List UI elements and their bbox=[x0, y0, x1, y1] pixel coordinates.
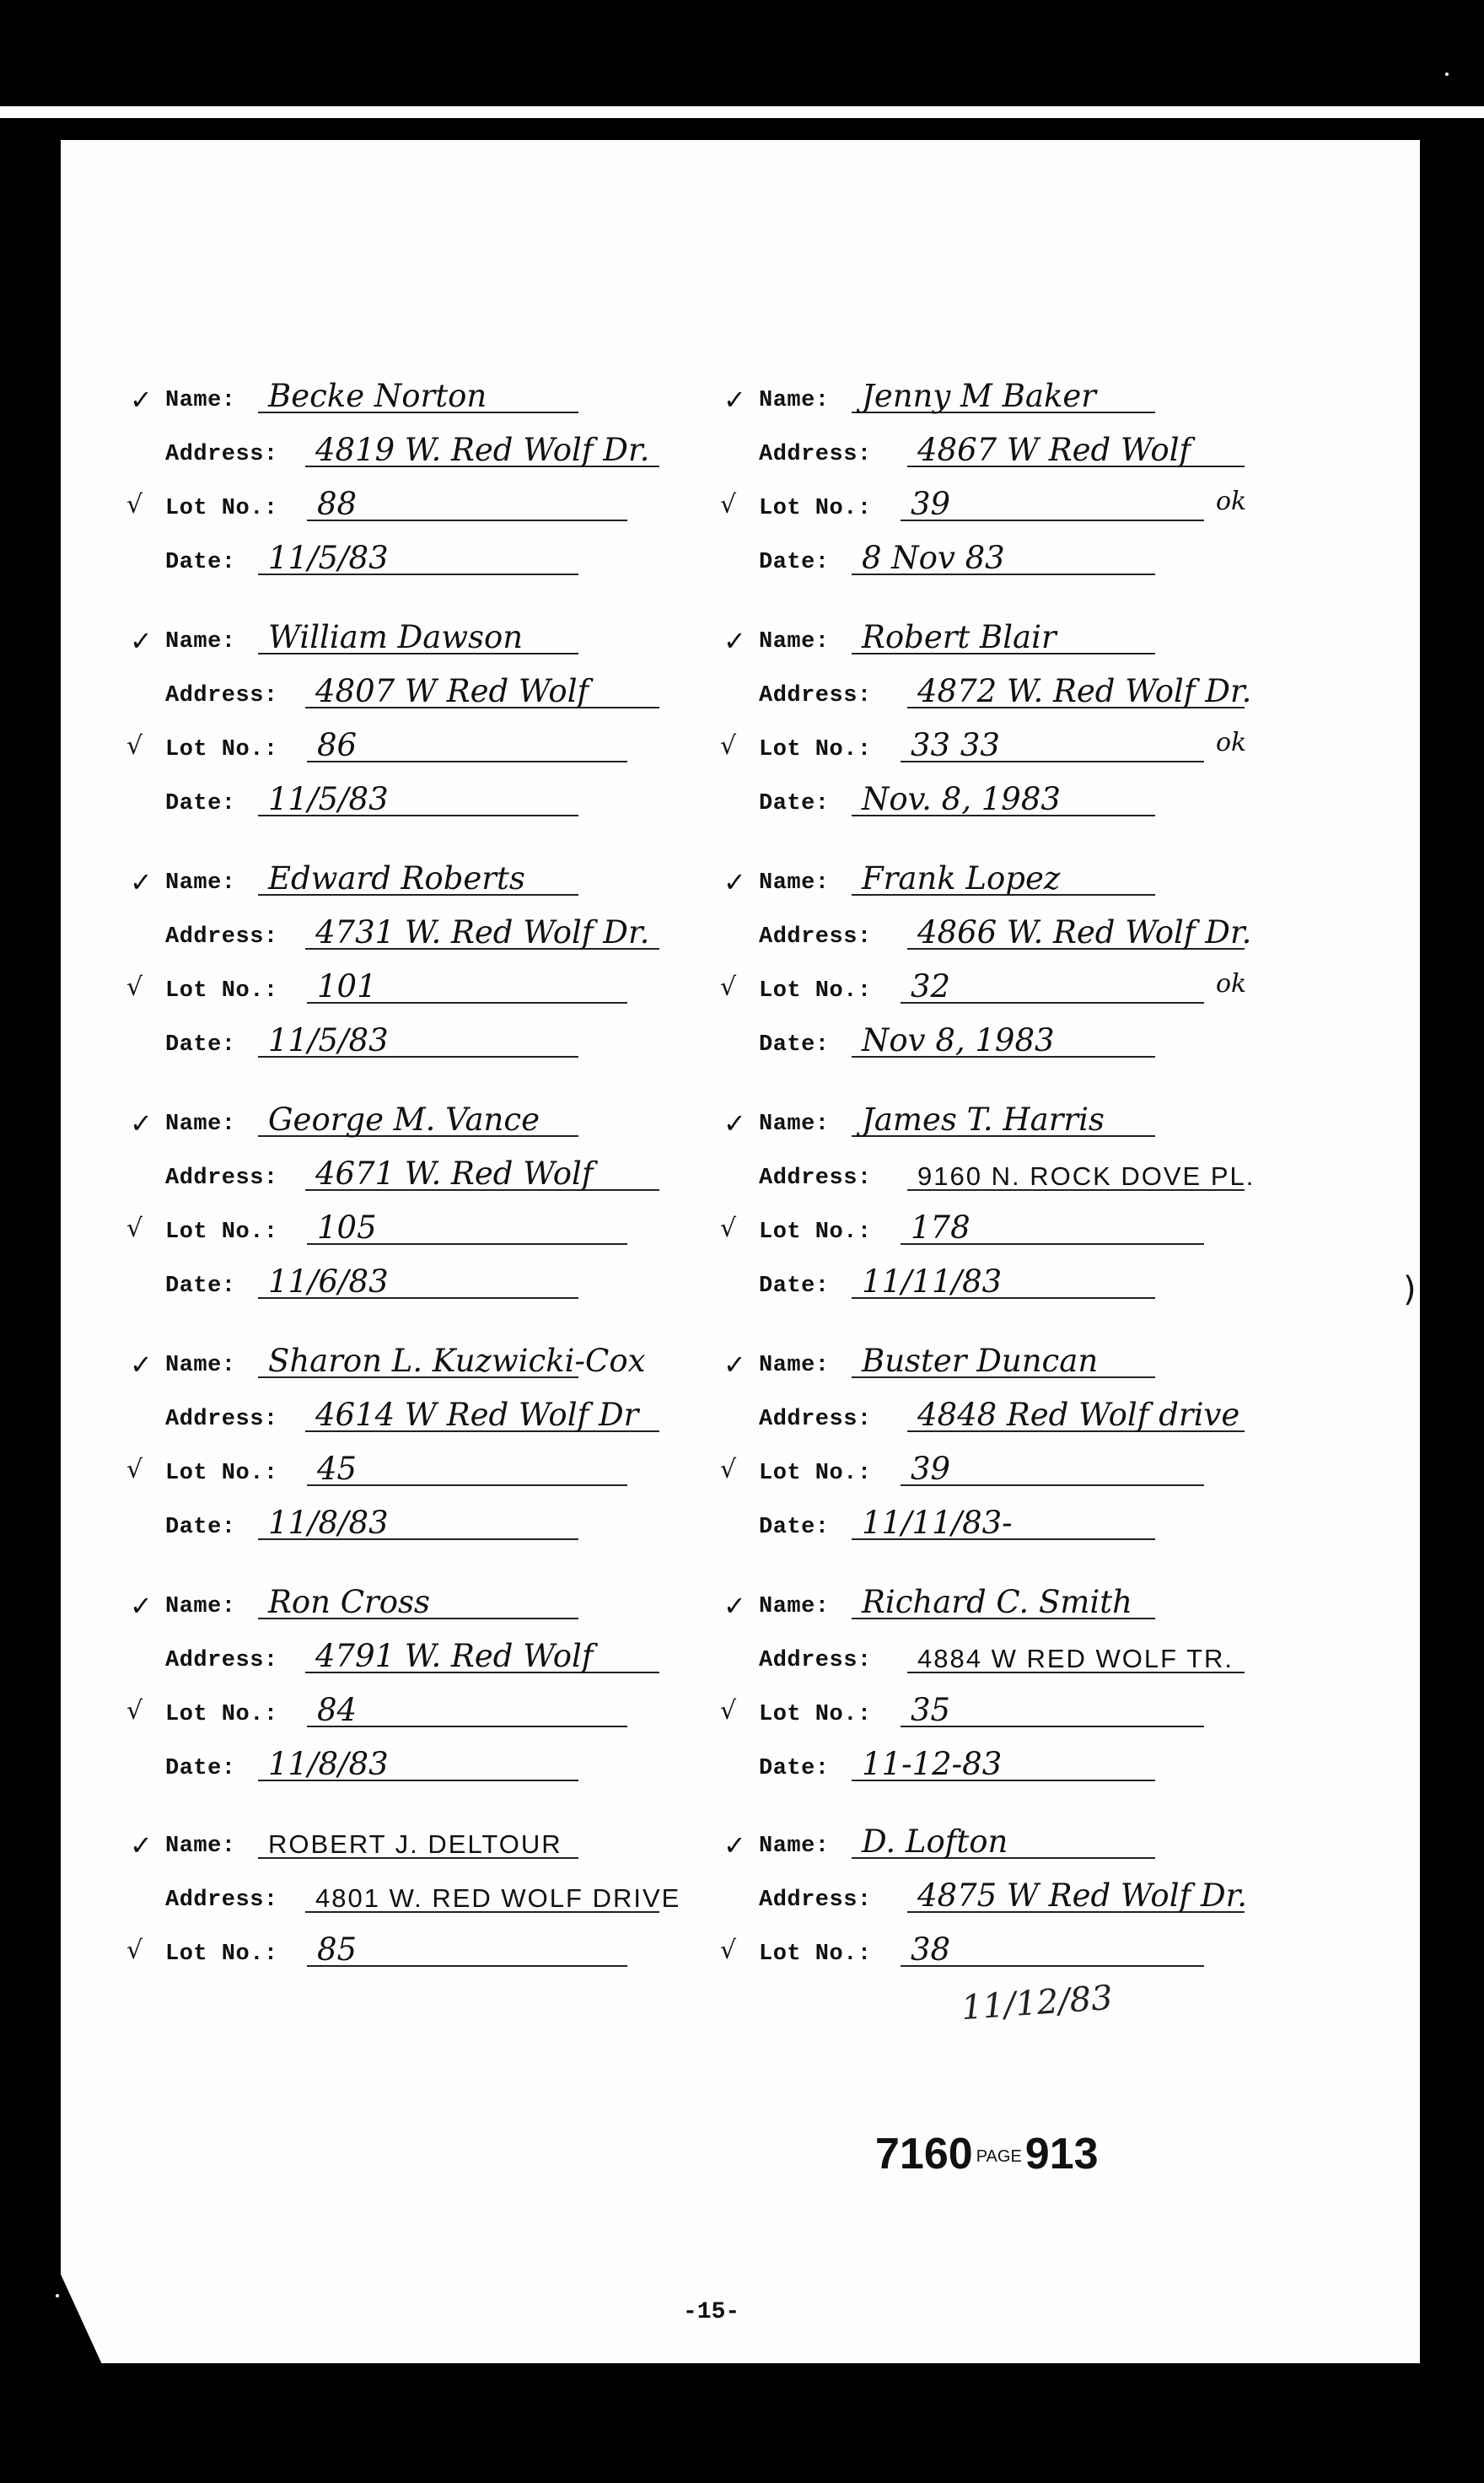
name-label: Name: bbox=[165, 629, 236, 654]
address-row bbox=[165, 916, 772, 950]
date-value: 11/5/83 bbox=[268, 781, 389, 817]
tick-mark-icon: √ bbox=[126, 1936, 143, 1965]
name-row bbox=[165, 1825, 772, 1859]
tick-mark-icon: √ bbox=[126, 1214, 143, 1243]
lot-row bbox=[720, 1451, 1366, 1487]
address-row bbox=[165, 1879, 772, 1913]
date-row bbox=[165, 783, 772, 816]
lot-row bbox=[126, 1931, 772, 1968]
lot-ok-note: ok bbox=[1216, 969, 1247, 999]
date-label: Date: bbox=[759, 791, 830, 816]
address-value: 4867 W Red Wolf bbox=[917, 432, 1191, 468]
check-mark-icon: ✓ bbox=[723, 1107, 746, 1139]
stamp-book: 7160 bbox=[875, 2130, 973, 2179]
address-label: Address: bbox=[759, 683, 872, 708]
date-value: 8 Nov 83 bbox=[862, 540, 1005, 576]
date-value: 11/8/83 bbox=[268, 1505, 389, 1541]
lot-label: Lot No.: bbox=[759, 737, 872, 762]
address-label: Address: bbox=[759, 1407, 872, 1432]
date-label: Date: bbox=[165, 550, 236, 575]
lot-row bbox=[720, 1209, 1366, 1246]
tick-mark-icon: √ bbox=[126, 731, 143, 761]
date-value: 11/11/83 bbox=[862, 1263, 1003, 1300]
tick-mark-icon: √ bbox=[126, 1455, 143, 1484]
tick-mark-icon: √ bbox=[720, 1214, 737, 1243]
address-label: Address: bbox=[759, 442, 872, 467]
lot-value: 39 bbox=[911, 486, 951, 522]
lot-value: 85 bbox=[317, 1931, 358, 1968]
date-row bbox=[759, 1265, 1366, 1299]
date-value: 11-12-83 bbox=[862, 1746, 1003, 1782]
address-row bbox=[165, 434, 772, 467]
name-label: Name: bbox=[165, 870, 236, 896]
lot-row bbox=[126, 1209, 772, 1246]
name-value: Edward Roberts bbox=[268, 860, 525, 897]
name-value: Ron Cross bbox=[268, 1584, 430, 1620]
name-label: Name: bbox=[759, 1594, 830, 1619]
page-number: -15- bbox=[683, 2299, 740, 2325]
date-row bbox=[165, 1265, 772, 1299]
date-label: Date: bbox=[165, 1032, 236, 1058]
header-rule bbox=[0, 106, 1484, 118]
name-label: Name: bbox=[165, 388, 236, 413]
date-row bbox=[759, 783, 1366, 816]
date-label: Date: bbox=[759, 550, 830, 575]
tick-mark-icon: √ bbox=[126, 490, 143, 520]
name-label: Name: bbox=[759, 870, 830, 896]
name-row bbox=[165, 378, 772, 416]
stamp-page: 913 bbox=[1024, 2130, 1099, 2179]
address-value: 4875 W Red Wolf Dr. bbox=[917, 1877, 1248, 1914]
form-page bbox=[61, 140, 1420, 2363]
tick-mark-icon: √ bbox=[126, 1696, 143, 1726]
address-label: Address: bbox=[759, 1648, 872, 1673]
stamp-page-word: PAGE bbox=[976, 2146, 1022, 2166]
name-label: Name: bbox=[759, 629, 830, 654]
address-value: 4801 W. RED WOLF DRIVE bbox=[315, 1883, 681, 1913]
lot-value: 32 bbox=[911, 968, 951, 1005]
lot-label: Lot No.: bbox=[165, 978, 278, 1004]
lot-value: 35 bbox=[911, 1692, 951, 1728]
lot-row bbox=[720, 727, 1366, 763]
name-row bbox=[165, 1103, 772, 1137]
date-value: 11/5/83 bbox=[268, 540, 389, 576]
name-value: D. Lofton bbox=[862, 1823, 1008, 1860]
lot-value: 84 bbox=[317, 1692, 358, 1728]
tick-mark-icon: √ bbox=[720, 972, 737, 1002]
check-mark-icon: ✓ bbox=[130, 384, 153, 416]
name-label: Name: bbox=[165, 1353, 236, 1378]
check-mark-icon: ✓ bbox=[130, 625, 153, 657]
tick-mark-icon: √ bbox=[720, 731, 737, 761]
name-row bbox=[759, 1825, 1366, 1859]
lot-ok-note: ok bbox=[1216, 728, 1247, 757]
address-label: Address: bbox=[165, 924, 278, 950]
date-label: Date: bbox=[759, 1032, 830, 1058]
date-row bbox=[165, 1024, 772, 1058]
lot-value: 88 bbox=[317, 486, 358, 522]
name-row bbox=[759, 1344, 1366, 1378]
address-row bbox=[759, 675, 1366, 708]
lot-label: Lot No.: bbox=[759, 496, 872, 521]
name-value: Sharon L. Kuzwicki-Cox bbox=[268, 1343, 646, 1379]
lot-value: 38 bbox=[911, 1931, 951, 1968]
name-value: James T. Harris bbox=[862, 1101, 1105, 1138]
check-mark-icon: ✓ bbox=[130, 1107, 153, 1139]
address-row bbox=[759, 1640, 1366, 1673]
tick-mark-icon: √ bbox=[126, 972, 143, 1002]
date-row bbox=[759, 1024, 1366, 1058]
lot-value: 33 33 bbox=[911, 727, 1000, 763]
check-mark-icon: ✓ bbox=[723, 1829, 746, 1861]
address-value: 4884 W RED WOLF TR. bbox=[917, 1644, 1234, 1673]
check-mark-icon: ✓ bbox=[723, 866, 746, 898]
lot-ok-note: ok bbox=[1216, 487, 1247, 516]
check-mark-icon: ✓ bbox=[130, 866, 153, 898]
name-value: Buster Duncan bbox=[862, 1343, 1099, 1379]
date-value: 11/5/83 bbox=[268, 1022, 389, 1058]
name-value: George M. Vance bbox=[268, 1101, 540, 1138]
date-value: 11/6/83 bbox=[268, 1263, 389, 1300]
address-row bbox=[759, 916, 1366, 950]
date-label: Date: bbox=[165, 1515, 236, 1540]
address-row bbox=[759, 1879, 1366, 1913]
date-label: Date: bbox=[165, 791, 236, 816]
name-value: Robert Blair bbox=[862, 619, 1057, 655]
name-row bbox=[165, 1343, 772, 1381]
lot-label: Lot No.: bbox=[165, 1220, 278, 1245]
name-value: Richard C. Smith bbox=[862, 1584, 1132, 1620]
date-value: 11/11/83- bbox=[862, 1505, 1013, 1541]
name-label: Name: bbox=[165, 1112, 236, 1137]
lot-value: 101 bbox=[317, 968, 377, 1005]
lot-row bbox=[720, 486, 1366, 522]
lot-row bbox=[720, 1931, 1366, 1968]
scan-speck bbox=[56, 2294, 59, 2297]
lot-value: 86 bbox=[317, 727, 358, 763]
address-value: 4614 W Red Wolf Dr bbox=[315, 1397, 639, 1433]
address-value: 4671 W. Red Wolf bbox=[315, 1155, 594, 1192]
check-mark-icon: ✓ bbox=[130, 1829, 153, 1861]
address-label: Address: bbox=[165, 1648, 278, 1673]
date-label: Date: bbox=[759, 1756, 830, 1781]
scan-speck bbox=[1445, 73, 1449, 76]
lot-row bbox=[126, 486, 772, 522]
lot-label: Lot No.: bbox=[759, 1461, 872, 1486]
address-label: Address: bbox=[165, 442, 278, 467]
lot-value: 178 bbox=[911, 1209, 971, 1246]
name-row bbox=[759, 380, 1366, 413]
book-page-stamp bbox=[875, 2129, 1099, 2179]
tick-mark-icon: √ bbox=[720, 1696, 737, 1726]
address-value: 4866 W. Red Wolf Dr. bbox=[917, 914, 1252, 951]
lot-label: Lot No.: bbox=[759, 1220, 872, 1245]
address-label: Address: bbox=[759, 924, 872, 950]
check-mark-icon: ✓ bbox=[130, 1590, 153, 1622]
date-row bbox=[759, 1748, 1366, 1781]
address-value: 4731 W. Red Wolf Dr. bbox=[315, 914, 650, 951]
name-value: Becke Norton bbox=[268, 378, 487, 414]
address-row bbox=[759, 1157, 1366, 1191]
name-label: Name: bbox=[759, 1834, 830, 1859]
address-row bbox=[759, 1398, 1366, 1432]
date-row bbox=[759, 1506, 1366, 1540]
address-row bbox=[165, 1157, 772, 1191]
name-value: ROBERT J. DELTOUR bbox=[268, 1829, 562, 1859]
name-row bbox=[759, 1586, 1366, 1619]
date-value: Nov 8, 1983 bbox=[862, 1022, 1055, 1058]
name-value: Frank Lopez bbox=[862, 860, 1061, 897]
address-value: 9160 N. ROCK DOVE PL. bbox=[917, 1161, 1255, 1191]
name-row bbox=[165, 1584, 772, 1622]
check-mark-icon: ✓ bbox=[723, 1349, 746, 1381]
lot-row bbox=[126, 968, 772, 1005]
lot-label: Lot No.: bbox=[759, 978, 872, 1004]
address-label: Address: bbox=[165, 1166, 278, 1191]
date-row bbox=[165, 1506, 772, 1540]
name-value: William Dawson bbox=[268, 619, 524, 655]
check-mark-icon: ✓ bbox=[723, 384, 746, 416]
check-mark-icon: ✓ bbox=[723, 625, 746, 657]
date-label: Date: bbox=[165, 1756, 236, 1781]
tick-mark-icon: √ bbox=[720, 1936, 737, 1965]
name-value: Jenny M Baker bbox=[862, 378, 1096, 414]
name-row bbox=[759, 862, 1366, 896]
date-label: Date: bbox=[759, 1515, 830, 1540]
lot-label: Lot No.: bbox=[759, 1942, 872, 1967]
lot-row bbox=[126, 1692, 772, 1728]
lot-value: 45 bbox=[317, 1451, 358, 1487]
address-label: Address: bbox=[759, 1888, 872, 1913]
address-row bbox=[165, 675, 772, 708]
lot-label: Lot No.: bbox=[165, 1942, 278, 1967]
lot-row bbox=[126, 1451, 772, 1487]
tick-mark-icon: √ bbox=[720, 1455, 737, 1484]
date-row bbox=[759, 541, 1366, 575]
date-label: Date: bbox=[165, 1274, 236, 1299]
loose-date: 11/12/83 bbox=[960, 1978, 1115, 2028]
address-value: 4848 Red Wolf drive bbox=[917, 1397, 1240, 1433]
address-label: Address: bbox=[165, 1888, 278, 1913]
address-label: Address: bbox=[759, 1166, 872, 1191]
lot-label: Lot No.: bbox=[165, 1461, 278, 1486]
address-value: 4791 W. Red Wolf bbox=[315, 1638, 594, 1674]
lot-label: Lot No.: bbox=[759, 1702, 872, 1727]
name-row bbox=[165, 862, 772, 896]
lot-label: Lot No.: bbox=[165, 496, 278, 521]
address-label: Address: bbox=[165, 683, 278, 708]
name-row bbox=[759, 621, 1366, 654]
name-label: Name: bbox=[165, 1594, 236, 1619]
lot-row bbox=[720, 1692, 1366, 1728]
check-mark-icon: ✓ bbox=[130, 1349, 153, 1381]
margin-bracket-mark: ) bbox=[1403, 1270, 1417, 1309]
lot-row bbox=[720, 968, 1366, 1005]
address-label: Address: bbox=[165, 1407, 278, 1432]
date-row bbox=[165, 1748, 772, 1781]
date-value: 11/8/83 bbox=[268, 1746, 389, 1782]
lot-value: 105 bbox=[317, 1209, 377, 1246]
address-row bbox=[759, 434, 1366, 467]
name-row bbox=[165, 619, 772, 657]
address-row bbox=[165, 1398, 772, 1432]
name-label: Name: bbox=[759, 1112, 830, 1137]
address-value: 4807 W Red Wolf bbox=[315, 673, 589, 709]
lot-value: 39 bbox=[911, 1451, 951, 1487]
lot-label: Lot No.: bbox=[165, 1702, 278, 1727]
date-value: Nov. 8, 1983 bbox=[862, 781, 1061, 817]
lot-row bbox=[126, 727, 772, 763]
name-label: Name: bbox=[165, 1834, 236, 1859]
date-label: Date: bbox=[759, 1274, 830, 1299]
address-value: 4819 W. Red Wolf Dr. bbox=[315, 432, 650, 468]
address-value: 4872 W. Red Wolf Dr. bbox=[917, 673, 1252, 709]
lot-label: Lot No.: bbox=[165, 737, 278, 762]
name-label: Name: bbox=[759, 1353, 830, 1378]
name-row bbox=[759, 1103, 1366, 1137]
check-mark-icon: ✓ bbox=[723, 1590, 746, 1622]
address-row bbox=[165, 1640, 772, 1673]
tick-mark-icon: √ bbox=[720, 490, 737, 520]
name-label: Name: bbox=[759, 388, 830, 413]
date-row bbox=[165, 541, 772, 575]
